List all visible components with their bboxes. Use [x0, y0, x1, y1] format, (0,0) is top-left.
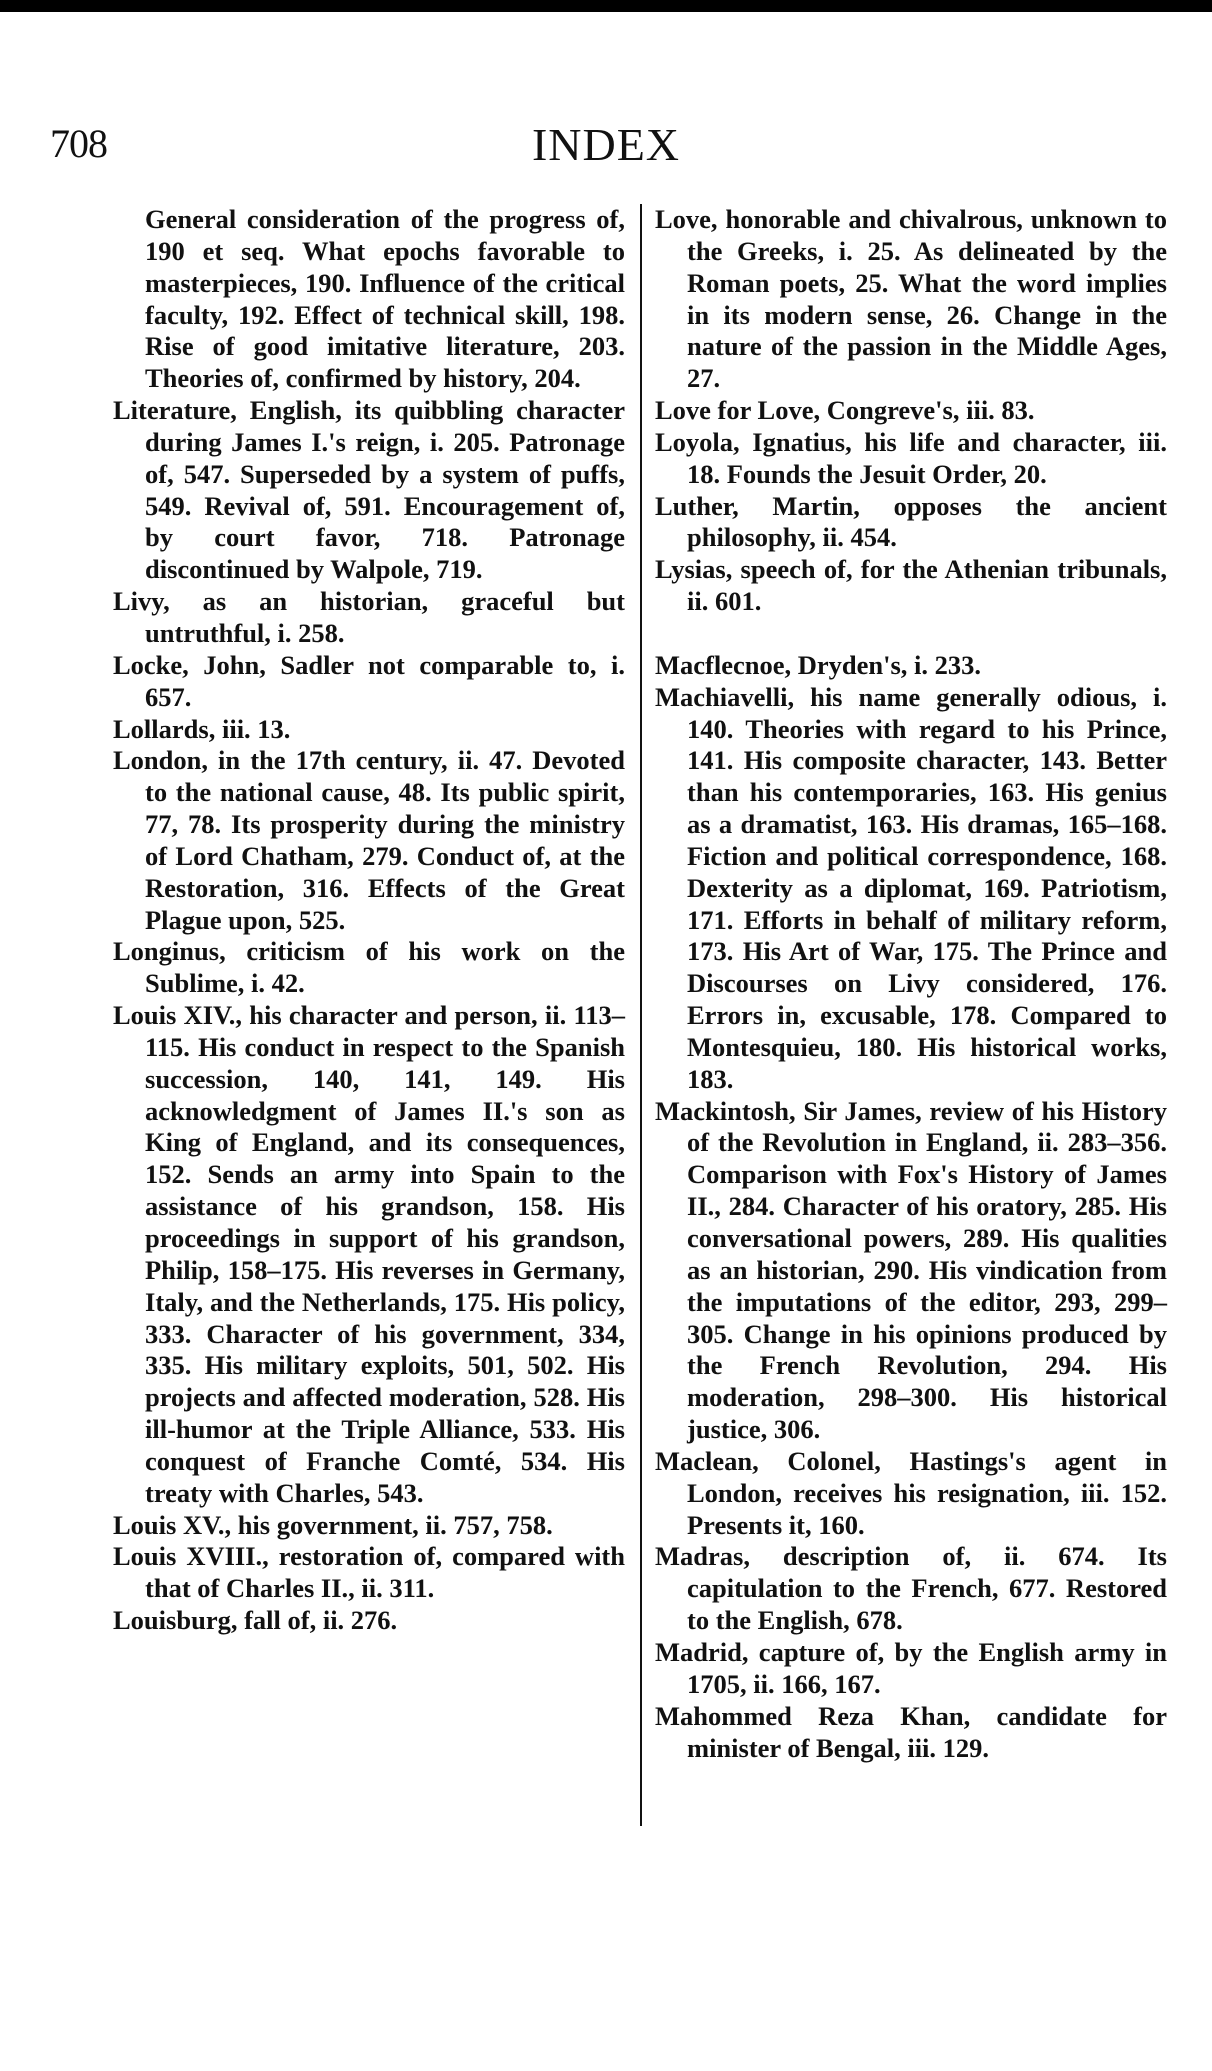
index-entry: Louis XVIII., restoration of, compared with that of Charles II., ii. 311. [113, 1541, 625, 1604]
index-entry: Madras, description of, ii. 674. Its capitulation to the French, 677. Restored to the English, 678. [655, 1541, 1167, 1636]
letter-section-gap [655, 618, 1167, 650]
page-number: 708 [50, 121, 107, 166]
index-entry: Louis XIV., his character and person, ii. 113–115. His conduct in respect to the Spanish succession, 140, 141, 149. His acknowledgment of James II.'s son as King of England, and its consequences, 152. Sends an army into Spain to the assistance of his grandson, 158. His proceedings in support of his grandson, Philip, 158–175. His reverses in Germany, Italy, and the Netherlands, 175. His policy, 333. Character of his government, 334, 335. His military exploits, 501, 502. His projects and affected moderation, 528. His ill-humor at the Triple Alliance, 533. His conquest of Franche Comté, 534. His treaty with Charles, 543. [113, 1000, 625, 1508]
index-entry: Louis XV., his government, ii. 757, 758. [113, 1509, 553, 1540]
index-entry: Locke, John, Sadler not comparable to, i. 657. [113, 649, 625, 712]
index-column-right [655, 204, 1167, 1764]
index-entry: Lollards, iii. 13. [113, 713, 291, 744]
index-entry: Madrid, capture of, by the English army in 1705, ii. 166, 167. [655, 1636, 1167, 1699]
index-entry: Livy, as an historian, graceful but untruthful, i. 258. [113, 586, 625, 648]
index-entry: Longinus, criticism of his work on the Sublime, i. 42. [113, 936, 625, 999]
index-entry-continuation: General consideration of the progress of, 190 et seq. What epochs favorable to masterpieces, 190. Influence of the critical faculty, 192. Effect of technical skill, 198. Rise of good imitative literature, 203. Theories of, confirmed by history, 204. [145, 204, 625, 394]
index-entry: Mackintosh, Sir James, review of his History of the Revolution in England, ii. 283–356. Comparison with Fox's History of James II., 284. Character of his oratory, 285. His conversational powers, 289. His qualities as an historian, 290. His vindication from the imputations of the editor, 293, 299–305. Change in his opinions produced by the French Revolution, 294. His moderation, 298–300. His historical justice, 306. [655, 1095, 1167, 1445]
index-entry: Louisburg, fall of, ii. 276. [113, 1605, 398, 1636]
index-entry: Machiavelli, his name generally odious, i. 140. Theories with regard to his Prince, 141. His composite character, 143. Better than his contemporaries, 163. His genius as a dramatist, 163. His dramas, 165–168. Fiction and political correspondence, 168. Dexterity as a diplomat, 169. Patriotism, 171. Efforts in behalf of military reform, 173. His Art of War, 175. The Prince and Discourses on Livy considered, 176. Errors in, excusable, 178. Compared to Montesquieu, 180. His historical works, 183. [655, 681, 1167, 1094]
index-entry: Love for Love, Congreve's, iii. 83. [655, 395, 1035, 426]
index-entry: London, in the 17th century, ii. 47. Devoted to the national cause, 48. Its public spirit, 77, 78. Its prosperity during the ministry of Lord Chatham, 279. Conduct of, at the Restoration, 316. Effects of the Great Plague upon, 525. [113, 745, 625, 935]
page-header [0, 118, 1212, 178]
index-entry: Love, honorable and chivalrous, unknown to the Greeks, i. 25. As delineated by the Roman poets, 25. What the word implies in its modern sense, 26. Change in the nature of the passion in the Middle Ages, 27. [655, 204, 1167, 394]
index-entry: Mahommed Reza Khan, candidate for minister of Bengal, iii. 129. [655, 1700, 1167, 1763]
column-divider [640, 204, 642, 1826]
page-title: INDEX [531, 119, 681, 170]
index-entry: Luther, Martin, opposes the ancient philosophy, ii. 454. [655, 490, 1167, 553]
index-entry: Macflecnoe, Dryden's, i. 233. [655, 649, 982, 680]
index-entry: Maclean, Colonel, Hastings's agent in London, receives his resignation, iii. 152. Presents it, 160. [655, 1445, 1167, 1540]
index-entry: Loyola, Ignatius, his life and character, iii. 18. Founds the Jesuit Order, 20. [655, 426, 1167, 489]
index-column-left [113, 204, 625, 1637]
index-entry: Lysias, speech of, for the Athenian tribunals, ii. 601. [655, 554, 1167, 617]
index-entry: Literature, English, its quibbling character during James I.'s reign, i. 205. Patronage of, 547. Superseded by a system of puffs, 549. Revival of, 591. Encouragement of, by court favor, 718. Patronage discontinued by Walpole, 719. [113, 395, 625, 585]
scan-border [0, 0, 1212, 12]
